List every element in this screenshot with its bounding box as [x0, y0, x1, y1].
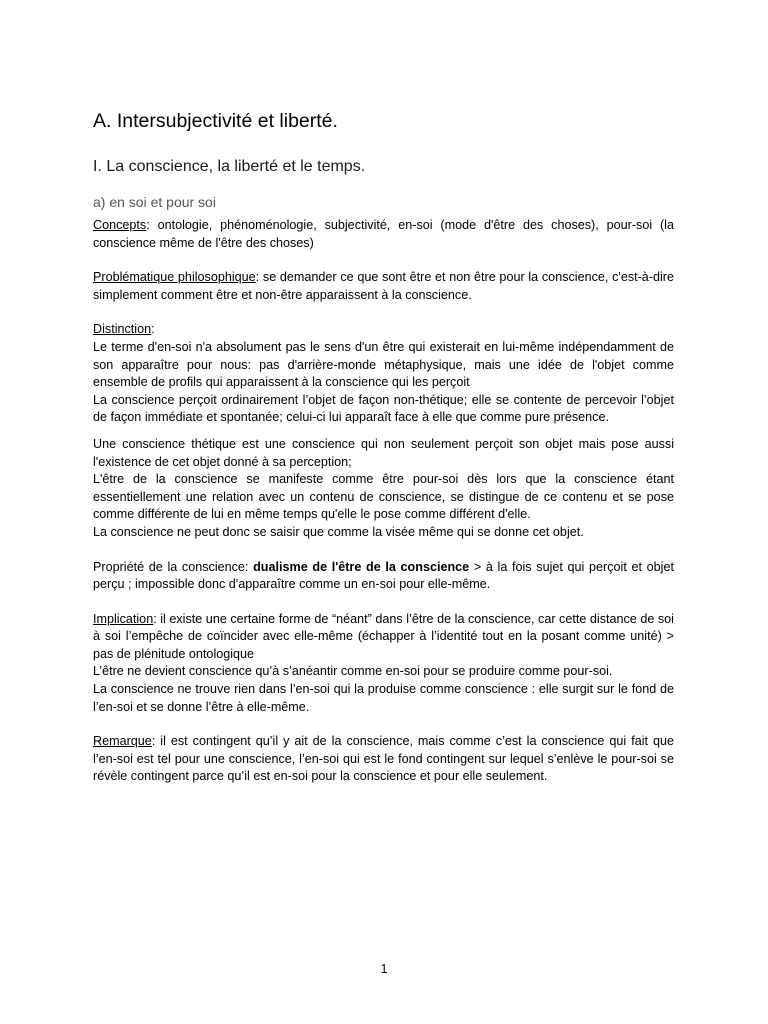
- problematique-text: : se demander ce que sont être et non être pour la conscience, c'est-à-dire simplement comment être et non-être apparaissent à la conscience.: [93, 270, 675, 302]
- implication-paragraph-3: La conscience ne trouve rien dans l’en-soi qui la produise comme conscience : elle surgit sur le fond de l’en-soi et se donne l’être à elle-même.: [93, 682, 674, 714]
- problematique-label: Problématique philosophique: [93, 270, 256, 285]
- concepts-label: Concepts: [93, 218, 147, 232]
- section-heading: I. La conscience, la liberté et le temps.: [93, 158, 366, 175]
- thetique-paragraph-3: La conscience ne peut donc se saisir que comme la visée même qui se donne cet objet.: [93, 524, 584, 539]
- remarque-paragraph: [93, 733, 674, 786]
- remarque-label: Remarque: [93, 734, 152, 749]
- document-page: [93, 108, 674, 786]
- propriete-bold: dualisme de l'être de la conscience: [253, 559, 470, 574]
- implication-text: : il existe une certaine forme de “néant” dans l’être de la conscience, car cette distance de soi à soi l’empêche de coïncider avec elle-même (échapper à l’identité tout en la posant comme unité) > pas de plénitude ontologique: [93, 611, 674, 661]
- implication-label: Implication: [93, 611, 154, 626]
- page-number: 1: [380, 962, 388, 976]
- remarque-text: : il est contingent qu’il y ait de la conscience, mais comme c’est la conscience qui fait que l’en-soi est tel pour une conscience, l’en-soi qui est le fond contingent sur lequel s’enlève le pour-soi se révèle contingent parce qu’il est en-soi pour la conscience et pour elle seulement.: [93, 734, 674, 784]
- distinction-paragraph-2: La conscience perçoit ordinairement l’objet de façon non-thétique; elle se contente de percevoir l’objet de façon immédiate et spontanée; celui-ci lui apparaît face à elle que comme pure présence.: [93, 392, 674, 425]
- thetique-paragraph-1: Une conscience thétique est une conscience qui non seulement perçoit son objet mais pose aussi l'existence de cet objet donné à sa perception;: [93, 436, 674, 469]
- page-title: A. Intersubjectivité et liberté.: [93, 110, 338, 132]
- distinction-heading: [93, 321, 674, 339]
- distinction-label: Distinction: [93, 322, 152, 337]
- subsection-heading: a) en soi et pour soi: [93, 194, 216, 210]
- propriete-intro: Propriété de la conscience:: [93, 559, 254, 574]
- concepts-paragraph: [93, 217, 674, 252]
- propriete-paragraph: [93, 559, 674, 594]
- implication-paragraph: [93, 611, 674, 664]
- problematique-paragraph: [93, 269, 674, 304]
- thetique-paragraph-2: L'être de la conscience se manifeste comme être pour-soi dès lors que la conscience étant essentiellement une relation avec un contenu de conscience, se distingue de ce contenu et se pose comme différente de lui en même temps qu'elle le pose comme différent d'elle.: [93, 472, 674, 522]
- implication-paragraph-2: L’être ne devient conscience qu’à s’anéantir comme en-soi pour se produire comme pour-soi.: [93, 664, 613, 679]
- distinction-colon: :: [151, 322, 155, 337]
- concepts-text: : ontologie, phénoménologie, subjectivité, en-soi (mode d'être des choses), pour-soi (la conscience même de l'être des choses): [93, 218, 674, 250]
- distinction-paragraph-1: Le terme d'en-soi n'a absolument pas le sens d'un être qui existerait en lui-même indépendamment de son apparaître pour nous: pas d'arrière-monde métaphysique, mais une idée de l'objet comme ensemble de profils qui apparaissent à la conscience qui les perçoit: [93, 339, 674, 390]
- propriete-rest: > à la fois sujet qui perçoit et objet perçu ; impossible donc d'apparaître comme un en-soi pour elle-même.: [93, 559, 674, 592]
